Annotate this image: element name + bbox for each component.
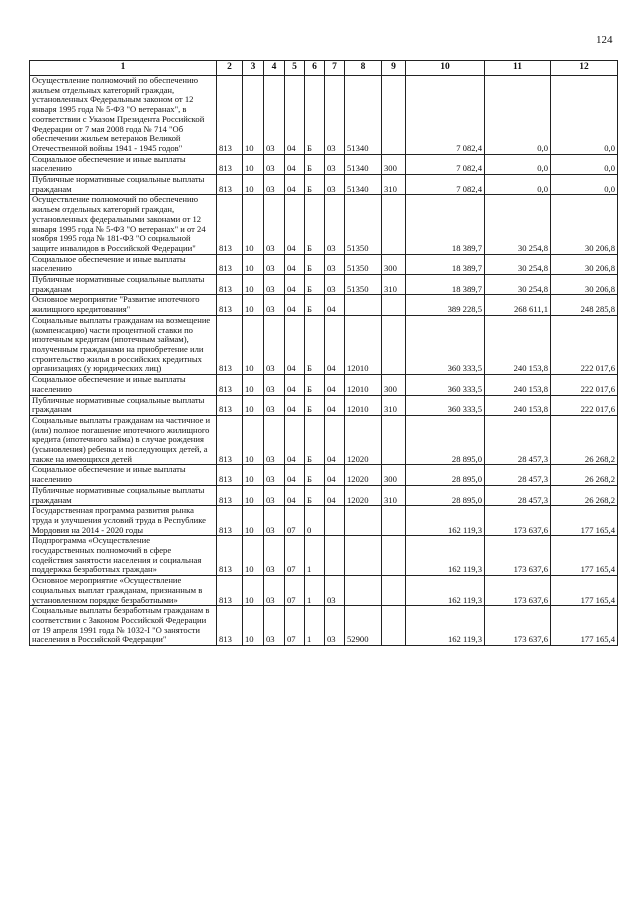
expense-type-code-cell bbox=[382, 536, 406, 576]
item-name-cell: Осуществление полномочий по обеспечению жильем отдельных категорий граждан, установленных федеральными законами от 12 января 1995 года № 5-ФЗ "О ветеранах" и от 24 ноября 1995 года № 181-ФЗ "О социальной защите инвалидов в Российской Федерации" bbox=[30, 195, 217, 254]
table-row bbox=[30, 576, 618, 606]
event-code-cell bbox=[325, 506, 345, 536]
subprogram-code-cell: 1 bbox=[305, 536, 325, 576]
subprogram-code-cell: 1 bbox=[305, 576, 325, 606]
subsection-code-cell: 03 bbox=[264, 254, 285, 274]
table-row bbox=[30, 154, 618, 174]
program-code-cell: 07 bbox=[285, 606, 305, 646]
subsection-code-cell: 03 bbox=[264, 375, 285, 395]
amount-year-3-cell: 222 017,6 bbox=[551, 395, 618, 415]
admin-code-cell: 813 bbox=[217, 315, 243, 374]
section-code-cell: 10 bbox=[243, 576, 264, 606]
table-header-row bbox=[30, 61, 618, 76]
amount-year-1-cell: 28 895,0 bbox=[406, 415, 485, 465]
expense-type-code-cell: 300 bbox=[382, 375, 406, 395]
direction-code-cell: 51340 bbox=[345, 76, 382, 155]
subprogram-code-cell: Б bbox=[305, 254, 325, 274]
amount-year-2-cell: 28 457,3 bbox=[485, 485, 551, 505]
amount-year-1-cell: 7 082,4 bbox=[406, 76, 485, 155]
event-code-cell: 04 bbox=[325, 375, 345, 395]
admin-code-cell: 813 bbox=[217, 254, 243, 274]
header-col-12: 12 bbox=[551, 61, 618, 76]
expense-type-code-cell bbox=[382, 295, 406, 315]
amount-year-3-cell: 30 206,8 bbox=[551, 275, 618, 295]
subsection-code-cell: 03 bbox=[264, 195, 285, 254]
subprogram-code-cell: Б bbox=[305, 175, 325, 195]
amount-year-1-cell: 18 389,7 bbox=[406, 195, 485, 254]
expense-type-code-cell bbox=[382, 76, 406, 155]
header-col-7: 7 bbox=[325, 61, 345, 76]
amount-year-1-cell: 360 333,5 bbox=[406, 395, 485, 415]
admin-code-cell: 813 bbox=[217, 415, 243, 465]
admin-code-cell: 813 bbox=[217, 275, 243, 295]
table-row bbox=[30, 295, 618, 315]
amount-year-1-cell: 18 389,7 bbox=[406, 254, 485, 274]
section-code-cell: 10 bbox=[243, 275, 264, 295]
header-col-2: 2 bbox=[217, 61, 243, 76]
program-code-cell: 04 bbox=[285, 254, 305, 274]
admin-code-cell: 813 bbox=[217, 175, 243, 195]
amount-year-2-cell: 240 153,8 bbox=[485, 395, 551, 415]
program-code-cell: 04 bbox=[285, 76, 305, 155]
program-code-cell: 04 bbox=[285, 275, 305, 295]
table-row bbox=[30, 375, 618, 395]
table-row bbox=[30, 275, 618, 295]
section-code-cell: 10 bbox=[243, 415, 264, 465]
amount-year-3-cell: 0,0 bbox=[551, 154, 618, 174]
program-code-cell: 04 bbox=[285, 154, 305, 174]
event-code-cell: 04 bbox=[325, 315, 345, 374]
direction-code-cell: 12020 bbox=[345, 485, 382, 505]
expense-type-code-cell: 310 bbox=[382, 175, 406, 195]
admin-code-cell: 813 bbox=[217, 375, 243, 395]
item-name-cell: Социальное обеспечение и иные выплаты населению bbox=[30, 154, 217, 174]
admin-code-cell: 813 bbox=[217, 485, 243, 505]
subsection-code-cell: 03 bbox=[264, 485, 285, 505]
amount-year-2-cell: 173 637,6 bbox=[485, 606, 551, 646]
event-code-cell: 03 bbox=[325, 76, 345, 155]
program-code-cell: 07 bbox=[285, 506, 305, 536]
amount-year-3-cell: 177 165,4 bbox=[551, 536, 618, 576]
direction-code-cell: 12010 bbox=[345, 375, 382, 395]
amount-year-2-cell: 240 153,8 bbox=[485, 315, 551, 374]
event-code-cell: 04 bbox=[325, 465, 345, 485]
item-name-cell: Публичные нормативные социальные выплаты гражданам bbox=[30, 275, 217, 295]
header-col-9: 9 bbox=[382, 61, 406, 76]
amount-year-3-cell: 177 165,4 bbox=[551, 576, 618, 606]
amount-year-2-cell: 173 637,6 bbox=[485, 536, 551, 576]
program-code-cell: 04 bbox=[285, 315, 305, 374]
event-code-cell: 03 bbox=[325, 606, 345, 646]
item-name-cell: Социальные выплаты гражданам на возмещение (компенсацию) части процентной ставки по ипотечным кредитам (ипотечным займам), полученным гражданами на приобретение или строительство жилья в российских кредитных организациях (у юридических лиц) bbox=[30, 315, 217, 374]
program-code-cell: 04 bbox=[285, 395, 305, 415]
item-name-cell: Социальное обеспечение и иные выплаты населению bbox=[30, 375, 217, 395]
expense-type-code-cell: 310 bbox=[382, 485, 406, 505]
item-name-cell: Основное мероприятие "Развитие ипотечного жилищного кредитования" bbox=[30, 295, 217, 315]
amount-year-2-cell: 30 254,8 bbox=[485, 195, 551, 254]
program-code-cell: 04 bbox=[285, 415, 305, 465]
event-code-cell: 03 bbox=[325, 275, 345, 295]
section-code-cell: 10 bbox=[243, 395, 264, 415]
admin-code-cell: 813 bbox=[217, 295, 243, 315]
amount-year-1-cell: 162 119,3 bbox=[406, 506, 485, 536]
event-code-cell: 04 bbox=[325, 395, 345, 415]
event-code-cell: 03 bbox=[325, 195, 345, 254]
direction-code-cell bbox=[345, 295, 382, 315]
amount-year-1-cell: 162 119,3 bbox=[406, 606, 485, 646]
subsection-code-cell: 03 bbox=[264, 415, 285, 465]
subsection-code-cell: 03 bbox=[264, 606, 285, 646]
amount-year-3-cell: 248 285,8 bbox=[551, 295, 618, 315]
subsection-code-cell: 03 bbox=[264, 536, 285, 576]
subsection-code-cell: 03 bbox=[264, 576, 285, 606]
direction-code-cell: 12020 bbox=[345, 465, 382, 485]
item-name-cell: Публичные нормативные социальные выплаты гражданам bbox=[30, 485, 217, 505]
item-name-cell: Государственная программа развития рынка труда и улучшения условий труда в Республике Мордовия на 2014 - 2020 годы bbox=[30, 506, 217, 536]
event-code-cell: 04 bbox=[325, 415, 345, 465]
section-code-cell: 10 bbox=[243, 506, 264, 536]
amount-year-2-cell: 0,0 bbox=[485, 154, 551, 174]
direction-code-cell bbox=[345, 506, 382, 536]
item-name-cell: Социальные выплаты безработным гражданам в соответствии с Законом Российской Федерации от 19 апреля 1991 года № 1032-I "О занятости населения в Российской Федерации" bbox=[30, 606, 217, 646]
direction-code-cell: 52900 bbox=[345, 606, 382, 646]
event-code-cell: 04 bbox=[325, 295, 345, 315]
section-code-cell: 10 bbox=[243, 485, 264, 505]
section-code-cell: 10 bbox=[243, 154, 264, 174]
amount-year-3-cell: 177 165,4 bbox=[551, 506, 618, 536]
subsection-code-cell: 03 bbox=[264, 315, 285, 374]
admin-code-cell: 813 bbox=[217, 465, 243, 485]
subsection-code-cell: 03 bbox=[264, 465, 285, 485]
expense-type-code-cell: 310 bbox=[382, 395, 406, 415]
subprogram-code-cell: Б bbox=[305, 76, 325, 155]
table-row bbox=[30, 315, 618, 374]
amount-year-2-cell: 240 153,8 bbox=[485, 375, 551, 395]
direction-code-cell: 51340 bbox=[345, 154, 382, 174]
expense-type-code-cell bbox=[382, 415, 406, 465]
section-code-cell: 10 bbox=[243, 76, 264, 155]
page-number: 124 bbox=[596, 34, 613, 46]
amount-year-1-cell: 7 082,4 bbox=[406, 175, 485, 195]
amount-year-2-cell: 28 457,3 bbox=[485, 465, 551, 485]
subsection-code-cell: 03 bbox=[264, 175, 285, 195]
amount-year-2-cell: 173 637,6 bbox=[485, 506, 551, 536]
amount-year-1-cell: 360 333,5 bbox=[406, 315, 485, 374]
item-name-cell: Основное мероприятие «Осуществление социальных выплат гражданам, признанным в установленном порядке безработными» bbox=[30, 576, 217, 606]
table-row bbox=[30, 506, 618, 536]
program-code-cell: 07 bbox=[285, 576, 305, 606]
table-row bbox=[30, 254, 618, 274]
amount-year-3-cell: 222 017,6 bbox=[551, 315, 618, 374]
expense-type-code-cell: 300 bbox=[382, 465, 406, 485]
expense-type-code-cell bbox=[382, 606, 406, 646]
item-name-cell: Публичные нормативные социальные выплаты гражданам bbox=[30, 395, 217, 415]
subprogram-code-cell: Б bbox=[305, 195, 325, 254]
subsection-code-cell: 03 bbox=[264, 506, 285, 536]
header-col-3: 3 bbox=[243, 61, 264, 76]
table-row bbox=[30, 415, 618, 465]
amount-year-3-cell: 222 017,6 bbox=[551, 375, 618, 395]
amount-year-2-cell: 0,0 bbox=[485, 76, 551, 155]
subprogram-code-cell: 1 bbox=[305, 606, 325, 646]
budget-table bbox=[29, 60, 618, 646]
subsection-code-cell: 03 bbox=[264, 395, 285, 415]
direction-code-cell: 51340 bbox=[345, 175, 382, 195]
subprogram-code-cell: Б bbox=[305, 375, 325, 395]
event-code-cell: 03 bbox=[325, 175, 345, 195]
amount-year-3-cell: 26 268,2 bbox=[551, 465, 618, 485]
direction-code-cell: 51350 bbox=[345, 275, 382, 295]
direction-code-cell: 51350 bbox=[345, 254, 382, 274]
section-code-cell: 10 bbox=[243, 175, 264, 195]
table-row bbox=[30, 606, 618, 646]
subsection-code-cell: 03 bbox=[264, 295, 285, 315]
amount-year-1-cell: 162 119,3 bbox=[406, 576, 485, 606]
amount-year-1-cell: 360 333,5 bbox=[406, 375, 485, 395]
subsection-code-cell: 03 bbox=[264, 275, 285, 295]
direction-code-cell bbox=[345, 536, 382, 576]
admin-code-cell: 813 bbox=[217, 606, 243, 646]
program-code-cell: 04 bbox=[285, 485, 305, 505]
amount-year-3-cell: 0,0 bbox=[551, 175, 618, 195]
amount-year-2-cell: 30 254,8 bbox=[485, 254, 551, 274]
amount-year-2-cell: 30 254,8 bbox=[485, 275, 551, 295]
subprogram-code-cell: 0 bbox=[305, 506, 325, 536]
header-col-5: 5 bbox=[285, 61, 305, 76]
subprogram-code-cell: Б bbox=[305, 275, 325, 295]
expense-type-code-cell bbox=[382, 506, 406, 536]
subprogram-code-cell: Б bbox=[305, 315, 325, 374]
admin-code-cell: 813 bbox=[217, 154, 243, 174]
direction-code-cell: 12010 bbox=[345, 315, 382, 374]
event-code-cell: 03 bbox=[325, 154, 345, 174]
header-col-11: 11 bbox=[485, 61, 551, 76]
subprogram-code-cell: Б bbox=[305, 415, 325, 465]
admin-code-cell: 813 bbox=[217, 195, 243, 254]
expense-type-code-cell: 300 bbox=[382, 254, 406, 274]
item-name-cell: Социальное обеспечение и иные выплаты населению bbox=[30, 465, 217, 485]
section-code-cell: 10 bbox=[243, 195, 264, 254]
direction-code-cell: 12020 bbox=[345, 415, 382, 465]
amount-year-3-cell: 0,0 bbox=[551, 76, 618, 155]
item-name-cell: Публичные нормативные социальные выплаты гражданам bbox=[30, 175, 217, 195]
item-name-cell: Социальное обеспечение и иные выплаты населению bbox=[30, 254, 217, 274]
table-row bbox=[30, 195, 618, 254]
admin-code-cell: 813 bbox=[217, 576, 243, 606]
expense-type-code-cell bbox=[382, 315, 406, 374]
table-row bbox=[30, 175, 618, 195]
item-name-cell: Подпрограмма «Осуществление государственных полномочий в сфере содействия занятости населения и социальная поддержка безработных граждан» bbox=[30, 536, 217, 576]
amount-year-3-cell: 177 165,4 bbox=[551, 606, 618, 646]
header-col-1: 1 bbox=[30, 61, 217, 76]
amount-year-3-cell: 30 206,8 bbox=[551, 195, 618, 254]
expense-type-code-cell bbox=[382, 195, 406, 254]
item-name-cell: Осуществление полномочий по обеспечению жильем отдельных категорий граждан, установленных Федеральным законом от 12 января 1995 года № 5-ФЗ "О ветеранах", в соответствии с Указом Президента Российской Федерации от 7 мая 2008 года № 714 "Об обеспечении жильем ветеранов Великой Отечественной войны 1941 - 1945 годов" bbox=[30, 76, 217, 155]
subprogram-code-cell: Б bbox=[305, 395, 325, 415]
amount-year-2-cell: 28 457,3 bbox=[485, 415, 551, 465]
header-col-6: 6 bbox=[305, 61, 325, 76]
event-code-cell: 04 bbox=[325, 485, 345, 505]
direction-code-cell bbox=[345, 576, 382, 606]
expense-type-code-cell bbox=[382, 576, 406, 606]
header-col-8: 8 bbox=[345, 61, 382, 76]
subprogram-code-cell: Б bbox=[305, 465, 325, 485]
section-code-cell: 10 bbox=[243, 536, 264, 576]
direction-code-cell: 12010 bbox=[345, 395, 382, 415]
table-row bbox=[30, 485, 618, 505]
section-code-cell: 10 bbox=[243, 254, 264, 274]
amount-year-3-cell: 30 206,8 bbox=[551, 254, 618, 274]
section-code-cell: 10 bbox=[243, 465, 264, 485]
admin-code-cell: 813 bbox=[217, 506, 243, 536]
amount-year-3-cell: 26 268,2 bbox=[551, 485, 618, 505]
amount-year-1-cell: 162 119,3 bbox=[406, 536, 485, 576]
item-name-cell: Социальные выплаты гражданам на частичное и (или) полное погашение ипотечного жилищного кредита (ипотечного займа) в случае рождения (усыновления) ребенка и последующих детей, а также на имеющихся детей bbox=[30, 415, 217, 465]
program-code-cell: 04 bbox=[285, 375, 305, 395]
header-col-4: 4 bbox=[264, 61, 285, 76]
amount-year-1-cell: 28 895,0 bbox=[406, 465, 485, 485]
amount-year-1-cell: 389 228,5 bbox=[406, 295, 485, 315]
section-code-cell: 10 bbox=[243, 295, 264, 315]
subsection-code-cell: 03 bbox=[264, 76, 285, 155]
event-code-cell: 03 bbox=[325, 254, 345, 274]
amount-year-1-cell: 7 082,4 bbox=[406, 154, 485, 174]
table-row bbox=[30, 395, 618, 415]
amount-year-2-cell: 0,0 bbox=[485, 175, 551, 195]
subprogram-code-cell: Б bbox=[305, 485, 325, 505]
table-row bbox=[30, 465, 618, 485]
admin-code-cell: 813 bbox=[217, 395, 243, 415]
program-code-cell: 04 bbox=[285, 295, 305, 315]
table-row bbox=[30, 76, 618, 155]
admin-code-cell: 813 bbox=[217, 536, 243, 576]
table-row bbox=[30, 536, 618, 576]
subsection-code-cell: 03 bbox=[264, 154, 285, 174]
amount-year-1-cell: 18 389,7 bbox=[406, 275, 485, 295]
direction-code-cell: 51350 bbox=[345, 195, 382, 254]
program-code-cell: 07 bbox=[285, 536, 305, 576]
section-code-cell: 10 bbox=[243, 315, 264, 374]
event-code-cell bbox=[325, 536, 345, 576]
section-code-cell: 10 bbox=[243, 606, 264, 646]
table-body bbox=[30, 76, 618, 646]
amount-year-1-cell: 28 895,0 bbox=[406, 485, 485, 505]
subprogram-code-cell: Б bbox=[305, 154, 325, 174]
event-code-cell: 03 bbox=[325, 576, 345, 606]
program-code-cell: 04 bbox=[285, 175, 305, 195]
program-code-cell: 04 bbox=[285, 465, 305, 485]
amount-year-2-cell: 268 611,1 bbox=[485, 295, 551, 315]
admin-code-cell: 813 bbox=[217, 76, 243, 155]
subprogram-code-cell: Б bbox=[305, 295, 325, 315]
expense-type-code-cell: 310 bbox=[382, 275, 406, 295]
amount-year-3-cell: 26 268,2 bbox=[551, 415, 618, 465]
program-code-cell: 04 bbox=[285, 195, 305, 254]
amount-year-2-cell: 173 637,6 bbox=[485, 576, 551, 606]
header-col-10: 10 bbox=[406, 61, 485, 76]
section-code-cell: 10 bbox=[243, 375, 264, 395]
expense-type-code-cell: 300 bbox=[382, 154, 406, 174]
